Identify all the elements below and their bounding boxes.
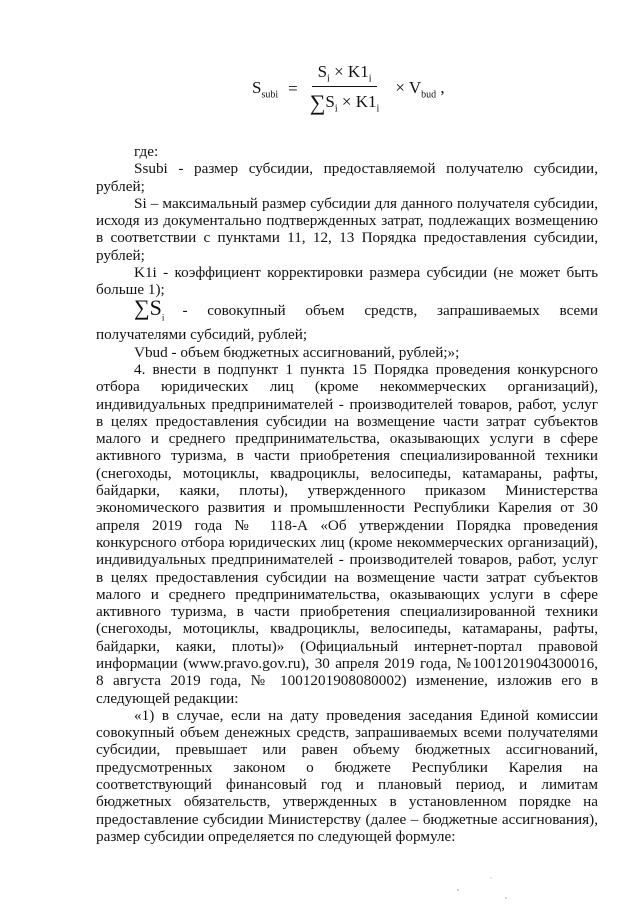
paragraph-4: 4. внести в подпункт 1 пункта 15 Порядка проведения конкурсного отбора юридических лиц (кроме некоммерческих организаций), индивидуальных предпринимателей - производителей товаров, работ, услуг в целях предоставления субсидии на возмещение части затрат субъектов малого и среднего предпринимательства, оказывающих услуги в сфере активного туризма, в части приобретения специализированной техники (снегоходы, мотоциклы, квадроциклы, велосипеды, катамараны, рафты, байдарки, каяки, плоты), утвержденного приказом Министерства экономического развития и промышленности Республики Карелия от 30 апреля 2019 года № 118-А «Об утверждении Порядка проведения конкурсного отбора юридических лиц (кроме некоммерческих организаций), индивидуальных предпринимателей - производителей товаров, работ, услуг в целях предоставления субсидии на возмещение части затрат субъектов малого и среднего предпринимательства, оказывающих услуги в сфере активного туризма, в части приобретения специализированной техники (снегоходы, мотоциклы, квадроциклы, велосипеды, катамараны, рафты, байдарки, каяки, плоты)» (Официальный интернет-портал правовой информации (www.pravo.gov.ru), 30 апреля 2019 года, №1001201904300016, 8 августа 2019 года, № 1001201908080002) изменение, изложив его в следующей редакции:	[96, 360, 598, 707]
paragraph-quote: «1) в случае, если на дату проведения заседания Единой комиссии совокупный объем денежных средств, запрашиваемых всеми получателями субсидии, превышает или равен объему бюджетных ассигнований, предусмотренных законом о бюджете Республики Карелия на соответствующий финансовый год и плановый период, и лимитам бюджетных обязательств, утвержденных в установленном порядке на предоставление субсидии Министерству (далее – бюджетные ассигнования), размер субсидии определяется по следующей формуле:	[96, 706, 598, 845]
speck	[457, 889, 459, 891]
sum-text-continuation: получателями субсидий, рублей;	[96, 326, 308, 344]
speck	[505, 897, 506, 898]
definition-k1i: K1i - коэффициент корректировки размера субсидии (не может быть больше 1);	[96, 264, 598, 299]
definition-ssubi: Ssubi - размер субсидии, предоставляемой получателю субсидии, рублей;	[96, 160, 598, 195]
definition-sum	[96, 294, 598, 327]
where-label: где:	[134, 143, 159, 160]
sum-symbol: $\sum S_i$	[134, 294, 165, 323]
subsidy-formula	[252, 62, 445, 116]
formula-fraction	[306, 62, 384, 116]
definition-si: Si – максимальный размер субсидии для данного получателя субсидии, исходя из документально подтвержденных затрат, подлежащих возмещению в соответствии с пунктами 11, 12, 13 Порядка предоставления субсидии, рублей;	[96, 194, 598, 264]
formula-lhs: $S_{subi}$	[252, 78, 279, 101]
formula-equals: =	[288, 79, 298, 99]
formula-denominator: $\sum S_i \times K1_i$	[309, 90, 380, 116]
definition-vbud: Vbud - объем бюджетных ассигнований, рублей;»;	[134, 343, 460, 361]
formula-numerator: $S_i \times K1_i$	[312, 62, 378, 87]
document-body	[96, 143, 598, 845]
formula-tail: × $V_{bud}$ ,	[395, 78, 445, 101]
sum-text: - совокупный объем средств, запрашиваемых всеми	[182, 301, 598, 319]
speck	[490, 877, 491, 878]
